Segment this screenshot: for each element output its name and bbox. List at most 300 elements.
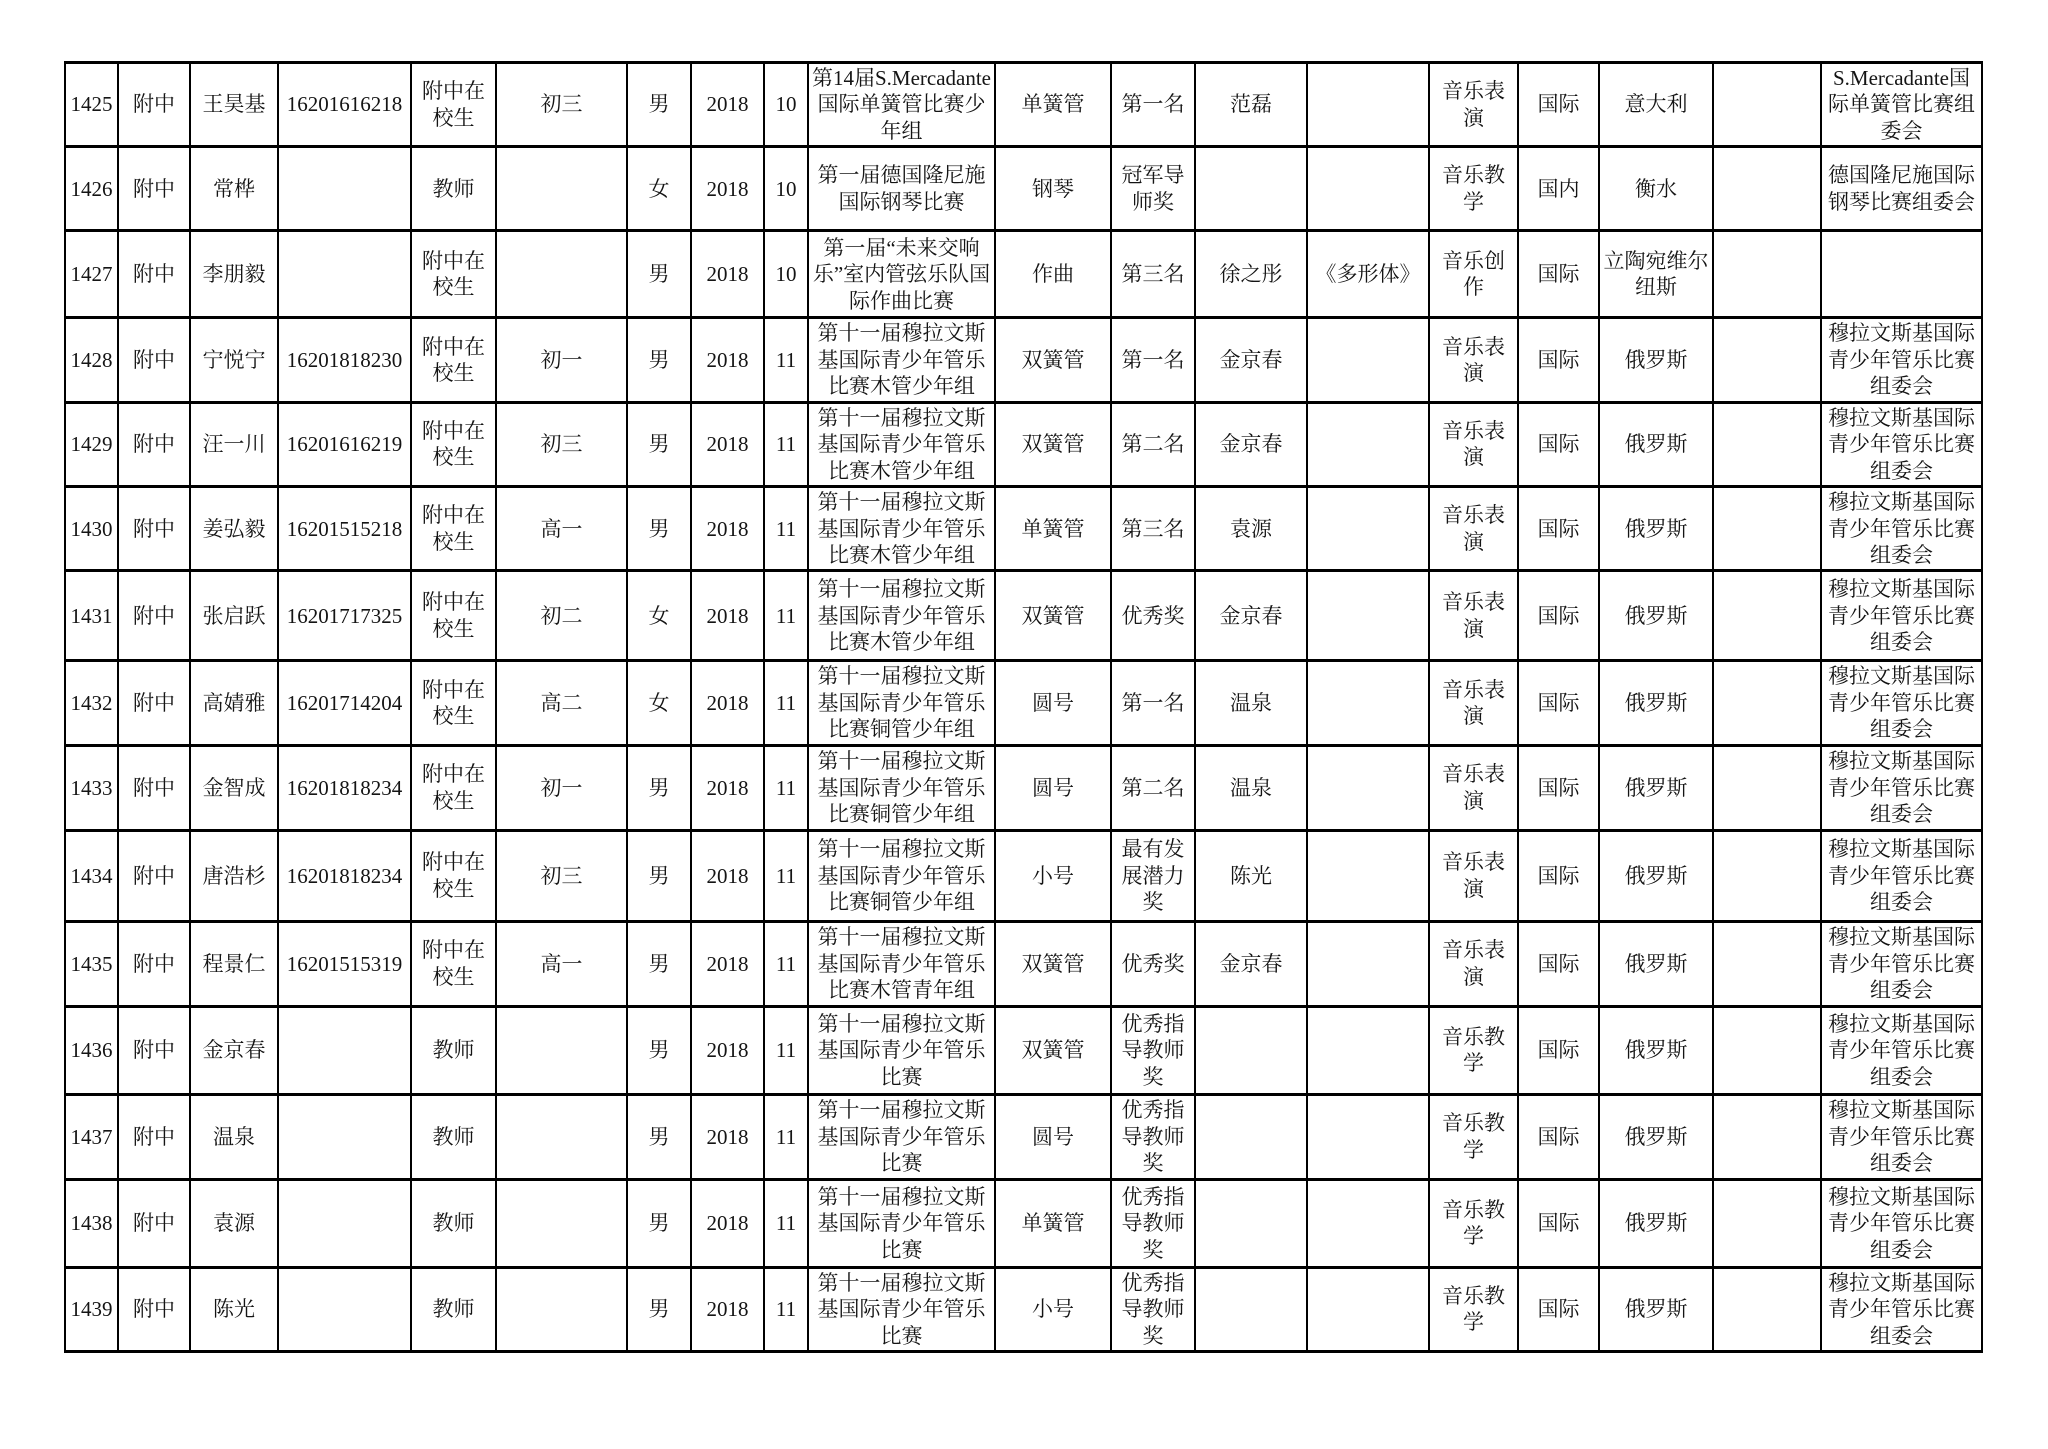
cell-no: 1429 [65, 402, 118, 486]
cell-competition: 第一届“未来交响乐”室内管弦乐队国际作曲比赛 [808, 231, 995, 318]
cell-status: 附中在校生 [411, 231, 496, 318]
cell-grade [496, 147, 627, 231]
cell-instrument: 双簧管 [995, 921, 1111, 1006]
cell-gender: 男 [627, 318, 691, 402]
cell-no: 1434 [65, 830, 118, 921]
cell-year: 2018 [691, 1267, 764, 1351]
cell-competition: 第一届德国隆尼施国际钢琴比赛 [808, 147, 995, 231]
cell-gender: 男 [627, 830, 691, 921]
cell-name: 张启跃 [190, 571, 278, 661]
cell-year: 2018 [691, 402, 764, 486]
cell-grade [496, 1267, 627, 1351]
cell-year: 2018 [691, 921, 764, 1006]
cell-year: 2018 [691, 1094, 764, 1179]
cell-name: 陈光 [190, 1267, 278, 1351]
cell-organizer: S.Mercadante国际单簧管比赛组委会 [1821, 63, 1982, 147]
cell-dept: 附中 [118, 830, 190, 921]
cell-instrument: 双簧管 [995, 402, 1111, 486]
cell-no: 1426 [65, 147, 118, 231]
cell-category: 音乐教学 [1429, 1094, 1518, 1179]
cell-note [1713, 921, 1821, 1006]
cell-location: 俄罗斯 [1599, 1267, 1713, 1351]
cell-year: 2018 [691, 63, 764, 147]
table-row [65, 921, 1982, 1006]
cell-instrument: 圆号 [995, 661, 1111, 745]
cell-teacher: 陈光 [1195, 830, 1307, 921]
cell-month: 11 [764, 745, 808, 830]
cell-level: 国际 [1518, 571, 1599, 661]
cell-grade: 高一 [496, 921, 627, 1006]
cell-month: 11 [764, 661, 808, 745]
cell-organizer: 穆拉文斯基国际青少年管乐比赛组委会 [1821, 1094, 1982, 1179]
cell-teacher: 金京春 [1195, 402, 1307, 486]
cell-work [1307, 1179, 1429, 1267]
cell-gender: 女 [627, 571, 691, 661]
cell-instrument: 单簧管 [995, 63, 1111, 147]
table-row [65, 1267, 1982, 1351]
cell-work [1307, 745, 1429, 830]
cell-level: 国际 [1518, 231, 1599, 318]
cell-instrument: 双簧管 [995, 571, 1111, 661]
cell-work [1307, 921, 1429, 1006]
table-row [65, 1006, 1982, 1094]
cell-organizer: 穆拉文斯基国际青少年管乐比赛组委会 [1821, 830, 1982, 921]
cell-competition: 第十一届穆拉文斯基国际青少年管乐比赛 [808, 1179, 995, 1267]
cell-grade [496, 1006, 627, 1094]
cell-gender: 男 [627, 487, 691, 571]
cell-note [1713, 1006, 1821, 1094]
cell-work [1307, 487, 1429, 571]
cell-award: 优秀奖 [1111, 921, 1195, 1006]
cell-dept: 附中 [118, 147, 190, 231]
cell-award: 优秀指导教师奖 [1111, 1179, 1195, 1267]
cell-grade: 初三 [496, 63, 627, 147]
cell-status: 教师 [411, 1179, 496, 1267]
table-row [65, 1094, 1982, 1179]
cell-year: 2018 [691, 571, 764, 661]
cell-year: 2018 [691, 231, 764, 318]
cell-no: 1427 [65, 231, 118, 318]
cell-competition: 第十一届穆拉文斯基国际青少年管乐比赛 [808, 1094, 995, 1179]
cell-dept: 附中 [118, 571, 190, 661]
cell-name: 金智成 [190, 745, 278, 830]
cell-dept: 附中 [118, 745, 190, 830]
table-row [65, 63, 1982, 147]
cell-year: 2018 [691, 147, 764, 231]
cell-year: 2018 [691, 661, 764, 745]
cell-award: 第二名 [1111, 402, 1195, 486]
cell-location: 俄罗斯 [1599, 571, 1713, 661]
cell-note [1713, 1179, 1821, 1267]
cell-teacher [1195, 1179, 1307, 1267]
cell-teacher [1195, 1267, 1307, 1351]
cell-award: 优秀指导教师奖 [1111, 1094, 1195, 1179]
cell-note [1713, 830, 1821, 921]
cell-no: 1428 [65, 318, 118, 402]
cell-teacher: 温泉 [1195, 661, 1307, 745]
cell-category: 音乐表演 [1429, 63, 1518, 147]
cell-month: 11 [764, 402, 808, 486]
cell-month: 11 [764, 571, 808, 661]
cell-award: 优秀指导教师奖 [1111, 1267, 1195, 1351]
cell-grade [496, 231, 627, 318]
cell-no: 1432 [65, 661, 118, 745]
cell-location: 衡水 [1599, 147, 1713, 231]
cell-name: 王昊基 [190, 63, 278, 147]
cell-level: 国际 [1518, 487, 1599, 571]
table-row [65, 745, 1982, 830]
cell-status: 附中在校生 [411, 661, 496, 745]
cell-month: 11 [764, 1094, 808, 1179]
cell-organizer: 德国隆尼施国际钢琴比赛组委会 [1821, 147, 1982, 231]
cell-no: 1436 [65, 1006, 118, 1094]
cell-name: 温泉 [190, 1094, 278, 1179]
cell-month: 11 [764, 1267, 808, 1351]
cell-gender: 女 [627, 661, 691, 745]
cell-instrument: 双簧管 [995, 1006, 1111, 1094]
cell-location: 俄罗斯 [1599, 921, 1713, 1006]
cell-student_id: 16201515218 [278, 487, 411, 571]
cell-work [1307, 402, 1429, 486]
cell-level: 国际 [1518, 318, 1599, 402]
table-row [65, 231, 1982, 318]
cell-category: 音乐表演 [1429, 745, 1518, 830]
cell-organizer: 穆拉文斯基国际青少年管乐比赛组委会 [1821, 571, 1982, 661]
cell-month: 11 [764, 318, 808, 402]
cell-name: 汪一川 [190, 402, 278, 486]
cell-dept: 附中 [118, 661, 190, 745]
table-row [65, 147, 1982, 231]
cell-instrument: 小号 [995, 1267, 1111, 1351]
cell-dept: 附中 [118, 231, 190, 318]
cell-award: 第一名 [1111, 63, 1195, 147]
cell-category: 音乐表演 [1429, 830, 1518, 921]
cell-location: 俄罗斯 [1599, 487, 1713, 571]
cell-level: 国际 [1518, 1094, 1599, 1179]
cell-note [1713, 745, 1821, 830]
cell-location: 俄罗斯 [1599, 318, 1713, 402]
cell-category: 音乐教学 [1429, 1006, 1518, 1094]
cell-competition: 第十一届穆拉文斯基国际青少年管乐比赛木管青年组 [808, 921, 995, 1006]
awards-table [64, 61, 1983, 1353]
records-tbody [65, 63, 1982, 1352]
cell-no: 1437 [65, 1094, 118, 1179]
cell-competition: 第十一届穆拉文斯基国际青少年管乐比赛 [808, 1267, 995, 1351]
cell-work [1307, 1267, 1429, 1351]
cell-no: 1433 [65, 745, 118, 830]
cell-category: 音乐表演 [1429, 661, 1518, 745]
cell-instrument: 圆号 [995, 745, 1111, 830]
cell-dept: 附中 [118, 1179, 190, 1267]
cell-grade [496, 1094, 627, 1179]
cell-no: 1439 [65, 1267, 118, 1351]
cell-gender: 男 [627, 231, 691, 318]
cell-gender: 男 [627, 745, 691, 830]
cell-name: 宁悦宁 [190, 318, 278, 402]
cell-year: 2018 [691, 745, 764, 830]
cell-award: 第三名 [1111, 231, 1195, 318]
table-row [65, 830, 1982, 921]
cell-student_id [278, 1094, 411, 1179]
cell-award: 第二名 [1111, 745, 1195, 830]
cell-competition: 第十一届穆拉文斯基国际青少年管乐比赛 [808, 1006, 995, 1094]
cell-grade: 初一 [496, 318, 627, 402]
cell-work [1307, 147, 1429, 231]
table-row [65, 571, 1982, 661]
cell-dept: 附中 [118, 63, 190, 147]
table-row [65, 402, 1982, 486]
cell-gender: 男 [627, 402, 691, 486]
cell-instrument: 单簧管 [995, 487, 1111, 571]
cell-category: 音乐表演 [1429, 921, 1518, 1006]
cell-student_id: 16201818230 [278, 318, 411, 402]
cell-category: 音乐教学 [1429, 1179, 1518, 1267]
table-row [65, 487, 1982, 571]
cell-student_id: 16201818234 [278, 745, 411, 830]
cell-level: 国内 [1518, 147, 1599, 231]
table-row [65, 318, 1982, 402]
cell-student_id: 16201717325 [278, 571, 411, 661]
cell-status: 附中在校生 [411, 487, 496, 571]
cell-month: 11 [764, 1006, 808, 1094]
cell-award: 第一名 [1111, 661, 1195, 745]
cell-location: 俄罗斯 [1599, 1094, 1713, 1179]
cell-year: 2018 [691, 318, 764, 402]
cell-organizer: 穆拉文斯基国际青少年管乐比赛组委会 [1821, 487, 1982, 571]
cell-location: 俄罗斯 [1599, 745, 1713, 830]
cell-no: 1430 [65, 487, 118, 571]
cell-note [1713, 487, 1821, 571]
cell-month: 11 [764, 1179, 808, 1267]
cell-award: 优秀指导教师奖 [1111, 1006, 1195, 1094]
cell-month: 11 [764, 487, 808, 571]
cell-note [1713, 402, 1821, 486]
cell-location: 俄罗斯 [1599, 402, 1713, 486]
cell-note [1713, 1267, 1821, 1351]
cell-note [1713, 147, 1821, 231]
cell-no: 1438 [65, 1179, 118, 1267]
cell-teacher: 徐之彤 [1195, 231, 1307, 318]
cell-organizer: 穆拉文斯基国际青少年管乐比赛组委会 [1821, 402, 1982, 486]
cell-teacher [1195, 147, 1307, 231]
cell-level: 国际 [1518, 745, 1599, 830]
cell-teacher [1195, 1094, 1307, 1179]
cell-year: 2018 [691, 1179, 764, 1267]
cell-location: 立陶宛维尔纽斯 [1599, 231, 1713, 318]
cell-level: 国际 [1518, 830, 1599, 921]
cell-month: 11 [764, 830, 808, 921]
cell-status: 教师 [411, 1006, 496, 1094]
cell-teacher: 金京春 [1195, 921, 1307, 1006]
cell-organizer: 穆拉文斯基国际青少年管乐比赛组委会 [1821, 1267, 1982, 1351]
cell-dept: 附中 [118, 1094, 190, 1179]
cell-work [1307, 1006, 1429, 1094]
cell-student_id: 16201714204 [278, 661, 411, 745]
cell-grade: 高二 [496, 661, 627, 745]
cell-year: 2018 [691, 487, 764, 571]
cell-teacher: 范磊 [1195, 63, 1307, 147]
cell-award: 第一名 [1111, 318, 1195, 402]
table-row [65, 661, 1982, 745]
cell-level: 国际 [1518, 63, 1599, 147]
cell-note [1713, 1094, 1821, 1179]
cell-instrument: 双簧管 [995, 318, 1111, 402]
cell-dept: 附中 [118, 487, 190, 571]
cell-level: 国际 [1518, 661, 1599, 745]
cell-location: 俄罗斯 [1599, 1006, 1713, 1094]
cell-organizer: 穆拉文斯基国际青少年管乐比赛组委会 [1821, 921, 1982, 1006]
cell-level: 国际 [1518, 1006, 1599, 1094]
cell-gender: 女 [627, 147, 691, 231]
cell-category: 音乐教学 [1429, 1267, 1518, 1351]
cell-grade: 初二 [496, 571, 627, 661]
cell-month: 11 [764, 921, 808, 1006]
cell-note [1713, 661, 1821, 745]
cell-note [1713, 571, 1821, 661]
cell-work [1307, 661, 1429, 745]
cell-instrument: 钢琴 [995, 147, 1111, 231]
cell-student_id [278, 231, 411, 318]
cell-student_id: 16201818234 [278, 830, 411, 921]
cell-gender: 男 [627, 63, 691, 147]
cell-instrument: 圆号 [995, 1094, 1111, 1179]
cell-student_id [278, 1179, 411, 1267]
cell-no: 1431 [65, 571, 118, 661]
cell-month: 10 [764, 63, 808, 147]
cell-student_id: 16201616219 [278, 402, 411, 486]
cell-status: 教师 [411, 1094, 496, 1179]
cell-award: 冠军导师奖 [1111, 147, 1195, 231]
cell-dept: 附中 [118, 921, 190, 1006]
cell-status: 附中在校生 [411, 63, 496, 147]
cell-year: 2018 [691, 1006, 764, 1094]
cell-grade [496, 1179, 627, 1267]
cell-grade: 初三 [496, 830, 627, 921]
cell-status: 教师 [411, 1267, 496, 1351]
cell-gender: 男 [627, 1006, 691, 1094]
cell-competition: 第十一届穆拉文斯基国际青少年管乐比赛木管少年组 [808, 318, 995, 402]
cell-student_id: 16201515319 [278, 921, 411, 1006]
cell-year: 2018 [691, 830, 764, 921]
cell-student_id [278, 1267, 411, 1351]
cell-grade: 高一 [496, 487, 627, 571]
cell-month: 10 [764, 147, 808, 231]
cell-organizer: 穆拉文斯基国际青少年管乐比赛组委会 [1821, 1006, 1982, 1094]
cell-organizer: 穆拉文斯基国际青少年管乐比赛组委会 [1821, 318, 1982, 402]
cell-dept: 附中 [118, 1006, 190, 1094]
cell-competition: 第十一届穆拉文斯基国际青少年管乐比赛铜管少年组 [808, 661, 995, 745]
cell-month: 10 [764, 231, 808, 318]
cell-work [1307, 830, 1429, 921]
cell-name: 程景仁 [190, 921, 278, 1006]
cell-organizer: 穆拉文斯基国际青少年管乐比赛组委会 [1821, 1179, 1982, 1267]
cell-location: 俄罗斯 [1599, 661, 1713, 745]
cell-level: 国际 [1518, 921, 1599, 1006]
cell-location: 俄罗斯 [1599, 830, 1713, 921]
cell-gender: 男 [627, 1179, 691, 1267]
cell-category: 音乐表演 [1429, 318, 1518, 402]
cell-status: 教师 [411, 147, 496, 231]
cell-level: 国际 [1518, 402, 1599, 486]
cell-student_id: 16201616218 [278, 63, 411, 147]
cell-student_id [278, 147, 411, 231]
cell-location: 俄罗斯 [1599, 1179, 1713, 1267]
cell-instrument: 作曲 [995, 231, 1111, 318]
cell-gender: 男 [627, 921, 691, 1006]
cell-work: 《多形体》 [1307, 231, 1429, 318]
cell-instrument: 单簧管 [995, 1179, 1111, 1267]
cell-award: 最有发展潜力奖 [1111, 830, 1195, 921]
cell-category: 音乐表演 [1429, 402, 1518, 486]
cell-organizer [1821, 231, 1982, 318]
cell-competition: 第十一届穆拉文斯基国际青少年管乐比赛铜管少年组 [808, 745, 995, 830]
cell-location: 意大利 [1599, 63, 1713, 147]
cell-name: 李朋毅 [190, 231, 278, 318]
cell-dept: 附中 [118, 402, 190, 486]
cell-name: 金京春 [190, 1006, 278, 1094]
cell-status: 附中在校生 [411, 745, 496, 830]
cell-status: 附中在校生 [411, 402, 496, 486]
cell-gender: 男 [627, 1267, 691, 1351]
cell-no: 1425 [65, 63, 118, 147]
cell-note [1713, 318, 1821, 402]
cell-name: 姜弘毅 [190, 487, 278, 571]
cell-competition: 第十一届穆拉文斯基国际青少年管乐比赛木管少年组 [808, 571, 995, 661]
cell-work [1307, 571, 1429, 661]
cell-organizer: 穆拉文斯基国际青少年管乐比赛组委会 [1821, 745, 1982, 830]
cell-award: 第三名 [1111, 487, 1195, 571]
table-row [65, 1179, 1982, 1267]
cell-status: 附中在校生 [411, 318, 496, 402]
cell-competition: 第14届S.Mercadante国际单簧管比赛少年组 [808, 63, 995, 147]
cell-level: 国际 [1518, 1267, 1599, 1351]
cell-teacher: 袁源 [1195, 487, 1307, 571]
cell-teacher: 金京春 [1195, 571, 1307, 661]
cell-name: 常桦 [190, 147, 278, 231]
cell-work [1307, 318, 1429, 402]
cell-teacher: 温泉 [1195, 745, 1307, 830]
cell-gender: 男 [627, 1094, 691, 1179]
cell-competition: 第十一届穆拉文斯基国际青少年管乐比赛铜管少年组 [808, 830, 995, 921]
cell-level: 国际 [1518, 1179, 1599, 1267]
cell-status: 附中在校生 [411, 921, 496, 1006]
cell-status: 附中在校生 [411, 830, 496, 921]
cell-status: 附中在校生 [411, 571, 496, 661]
cell-work [1307, 1094, 1429, 1179]
cell-teacher [1195, 1006, 1307, 1094]
cell-name: 唐浩杉 [190, 830, 278, 921]
cell-category: 音乐教学 [1429, 147, 1518, 231]
cell-instrument: 小号 [995, 830, 1111, 921]
cell-dept: 附中 [118, 318, 190, 402]
cell-note [1713, 63, 1821, 147]
cell-work [1307, 63, 1429, 147]
cell-name: 高婧雅 [190, 661, 278, 745]
cell-grade: 初三 [496, 402, 627, 486]
cell-teacher: 金京春 [1195, 318, 1307, 402]
cell-competition: 第十一届穆拉文斯基国际青少年管乐比赛木管少年组 [808, 402, 995, 486]
cell-note [1713, 231, 1821, 318]
cell-category: 音乐表演 [1429, 571, 1518, 661]
cell-student_id [278, 1006, 411, 1094]
cell-category: 音乐表演 [1429, 487, 1518, 571]
cell-no: 1435 [65, 921, 118, 1006]
cell-award: 优秀奖 [1111, 571, 1195, 661]
cell-name: 袁源 [190, 1179, 278, 1267]
cell-grade: 初一 [496, 745, 627, 830]
cell-dept: 附中 [118, 1267, 190, 1351]
cell-competition: 第十一届穆拉文斯基国际青少年管乐比赛木管少年组 [808, 487, 995, 571]
